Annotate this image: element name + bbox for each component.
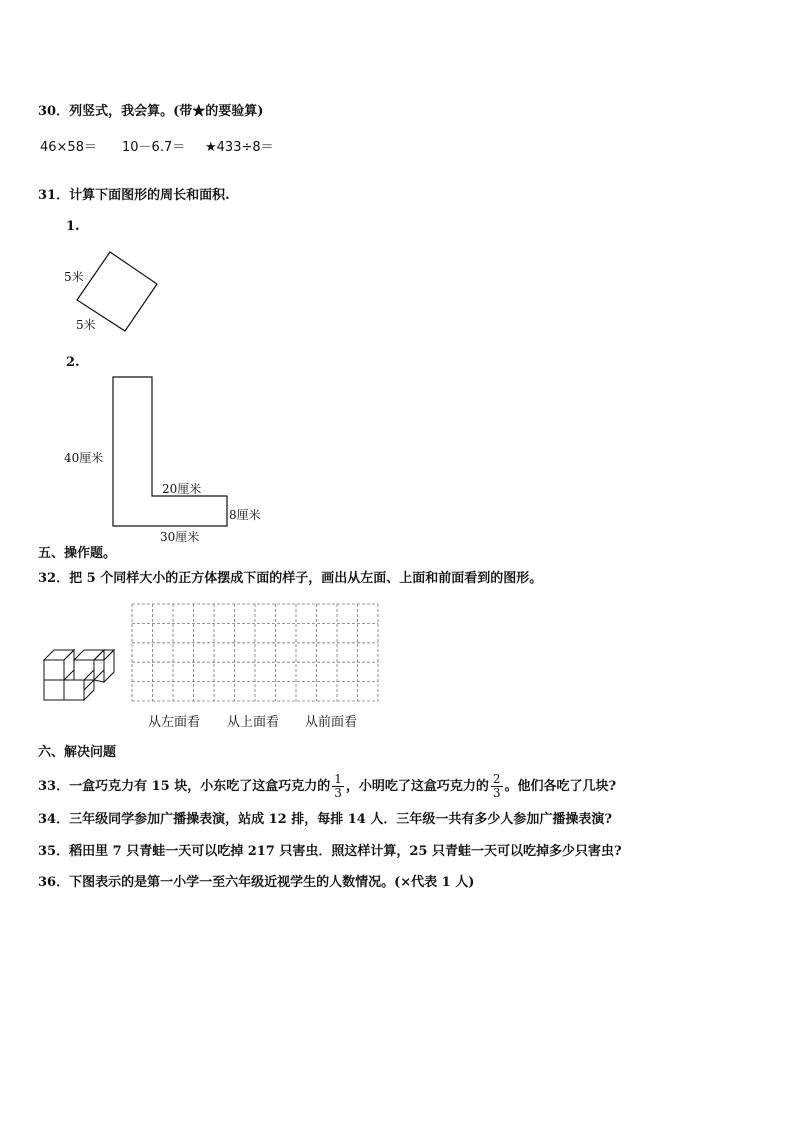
question-36 bbox=[38, 874, 474, 892]
square-side-label-left: 5米 bbox=[64, 270, 84, 284]
fraction-one-third bbox=[332, 773, 344, 800]
fraction-two-thirds bbox=[491, 773, 503, 800]
question-number: 30． bbox=[38, 104, 70, 119]
l-shape-side-label: 8厘米 bbox=[229, 508, 261, 522]
question-text: 计算下面图形的周长和面积. bbox=[69, 188, 230, 203]
expression-2: 10－6.7＝ bbox=[122, 140, 186, 155]
fraction-denominator: 3 bbox=[492, 786, 501, 800]
fraction-numerator: 2 bbox=[492, 772, 501, 786]
question-text: 稻田里 7 只青蛙一天可以吃掉 217 只害虫．照这样计算，25 只青蛙一天可以吃掉多少只害虫? bbox=[69, 844, 622, 859]
square-side-label-bottom: 5米 bbox=[76, 318, 96, 332]
sub-item-2: 2. bbox=[66, 355, 80, 370]
question-text: 列竖式，我会算。(带★的要验算) bbox=[69, 104, 264, 119]
question-text-part1: 一盒巧克力有 15 块，小东吃了这盒巧克力的 bbox=[69, 779, 331, 794]
view-label-front: 从前面看 bbox=[305, 715, 358, 730]
question-number: 31． bbox=[38, 188, 70, 203]
question-text: 把 5 个同样大小的正方体摆成下面的样子，画出从左面、上面和前面看到的图形。 bbox=[69, 571, 543, 586]
view-label-top: 从上面看 bbox=[227, 715, 280, 730]
fraction-numerator: 1 bbox=[334, 772, 342, 786]
section-title-5: 五、操作题。 bbox=[38, 546, 117, 561]
section-title-6: 六、解决问题 bbox=[38, 745, 117, 760]
expression-3: ★433÷8＝ bbox=[205, 140, 274, 155]
l-shape-base-label: 30厘米 bbox=[160, 530, 200, 544]
view-label-left: 从左面看 bbox=[148, 715, 201, 730]
question-34 bbox=[38, 811, 612, 829]
expression-1: 46×58＝ bbox=[40, 140, 97, 155]
question-text: 下图表示的是第一小学一至六年级近视学生的人数情况。(×代表 1 人) bbox=[69, 875, 475, 890]
question-text-part2: ，小明吃了这盒巧克力的 bbox=[345, 779, 489, 794]
sub-item-1: 1. bbox=[66, 219, 80, 234]
question-number: 32． bbox=[38, 571, 70, 586]
question-number: 34． bbox=[38, 812, 70, 827]
question-33 bbox=[38, 773, 616, 800]
fraction-denominator: 3 bbox=[334, 786, 342, 800]
l-shape-height-label: 40厘米 bbox=[64, 451, 104, 465]
question-35 bbox=[38, 843, 622, 861]
question-text: 三年级同学参加广播操表演，站成 12 排，每排 14 人．三年级一共有多少人参加广播操表演? bbox=[69, 812, 612, 827]
l-shape-inner-label: 20厘米 bbox=[162, 482, 202, 496]
question-number: 36． bbox=[38, 875, 70, 890]
question-text-part3: 。他们各吃了几块? bbox=[504, 779, 617, 794]
question-number: 33． bbox=[38, 779, 70, 794]
question-number: 35． bbox=[38, 844, 70, 859]
